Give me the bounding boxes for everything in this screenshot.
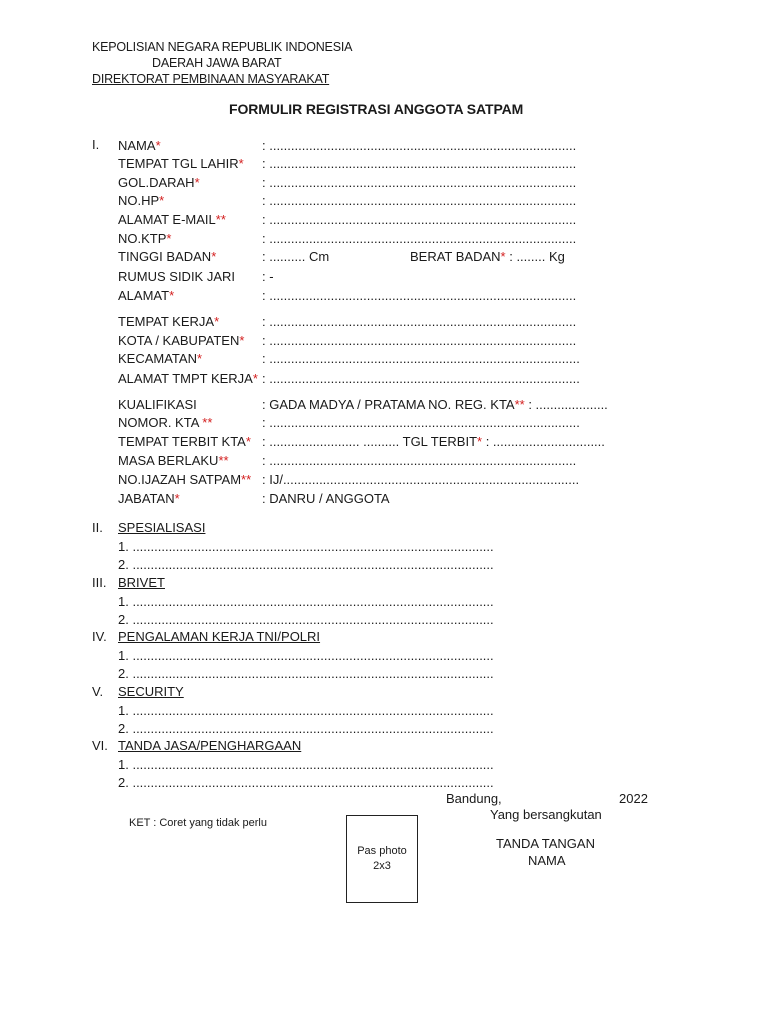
section-title: BRIVET	[118, 575, 165, 590]
section-title: PENGALAMAN KERJA TNI/POLRI	[118, 629, 321, 644]
signature-name-label: NAMA	[528, 853, 566, 868]
section-number: I.	[92, 137, 100, 152]
field-label-text: KECAMATAN	[118, 351, 197, 366]
required-mark: *	[174, 491, 180, 506]
header-institution: KEPOLISIAN NEGARA REPUBLIK INDONESIA	[92, 40, 353, 54]
entry-line[interactable]: 2. ....................................................................................................	[118, 666, 494, 681]
field-value-gol-darah[interactable]	[262, 174, 576, 192]
field-label-tempat-terbit-kta	[118, 433, 251, 451]
field-label-tempat-tgl-lahir	[118, 155, 244, 173]
required-mark: *	[159, 193, 165, 208]
field-value-no-ijazah-satpam[interactable]	[262, 471, 579, 489]
field-label-text: MASA BERLAKU	[118, 453, 219, 468]
signature-city: Bandung,	[446, 791, 502, 806]
field-label-kualifikasi	[118, 396, 197, 414]
field-label-tinggi-badan	[118, 248, 216, 266]
field-label-kecamatan	[118, 350, 202, 368]
field-value-kualifikasi[interactable]	[262, 396, 608, 414]
required-mark: *	[169, 288, 175, 303]
required-mark: **	[514, 397, 525, 412]
required-mark: **	[202, 415, 213, 430]
section-number: II.	[92, 520, 103, 535]
field-label-nomor-kta	[118, 414, 212, 432]
required-mark: *	[238, 156, 244, 171]
field-label-text: ALAMAT E-MAIL	[118, 212, 216, 227]
field-label-alamat-email	[118, 211, 226, 229]
required-mark: *	[239, 333, 245, 348]
required-mark: **	[215, 212, 226, 227]
field-label-text: NAMA	[118, 138, 156, 153]
field-value-text: : ......................................................................................	[262, 371, 580, 386]
required-mark: *	[196, 351, 203, 366]
field-label-text: TEMPAT KERJA	[118, 314, 215, 329]
entry-line[interactable]: 2. ....................................................................................................	[118, 775, 494, 790]
field-label-text: RUMUS SIDIK JARI	[118, 269, 236, 284]
field-label-nama	[118, 137, 161, 155]
photo-size: 2x3	[373, 860, 391, 872]
required-mark: *	[500, 249, 506, 264]
field-label-text: KUALIFIKASI	[118, 397, 197, 412]
berat-badan-label: BERAT BADAN	[410, 249, 501, 264]
berat-badan-field	[410, 248, 565, 266]
field-value-alamat-email[interactable]	[262, 211, 576, 229]
field-value-text: : .....................................................................................	[262, 156, 577, 171]
field-label-alamat-tmpt-kerja	[118, 370, 258, 388]
field-label-text: KOTA / KABUPATEN	[118, 333, 240, 348]
required-mark: *	[252, 371, 258, 386]
required-mark: *	[214, 314, 220, 329]
field-label-jabatan	[118, 490, 180, 508]
field-value-text: : .....................................................................................	[262, 193, 577, 208]
field-value-text: : ......................... .......... TGL TERBIT	[262, 434, 478, 449]
entry-line[interactable]: 2. ....................................................................................................	[118, 612, 494, 627]
field-value-text: : .....................................................................................	[262, 231, 577, 246]
required-mark: *	[477, 434, 483, 449]
section-number: V.	[92, 684, 104, 699]
required-mark: *	[211, 249, 217, 264]
field-value-text: : .......... Cm	[262, 249, 330, 264]
field-label-text: GOL.DARAH	[118, 175, 195, 190]
field-value-tempat-tgl-lahir[interactable]	[262, 155, 576, 173]
signature-yang-bersangkutan: Yang bersangkutan	[490, 807, 602, 822]
field-label-no-ktp	[118, 230, 171, 248]
field-value-text: : -	[262, 269, 274, 284]
field-label-text: JABATAN	[118, 491, 175, 506]
field-value-kota-kabupaten[interactable]	[262, 332, 576, 350]
field-value-no-ktp[interactable]	[262, 230, 576, 248]
field-value-text: : .....................................................................................	[262, 453, 577, 468]
field-value-text: : GADA MADYA / PRATAMA NO. REG. KTA	[262, 397, 515, 412]
section-title: SECURITY	[118, 684, 184, 699]
field-value-text: : .....................................................................................	[262, 138, 577, 153]
entry-line[interactable]: 1. ....................................................................................................	[118, 757, 494, 772]
field-value-nomor-kta[interactable]	[262, 414, 580, 432]
field-value-jabatan[interactable]	[262, 490, 390, 508]
field-label-masa-berlaku	[118, 452, 229, 470]
field-label-tempat-kerja	[118, 313, 219, 331]
field-label-rumus-sidik-jari	[118, 268, 235, 286]
field-value-alamat-tmpt-kerja[interactable]	[262, 370, 580, 388]
field-value-masa-berlaku[interactable]	[262, 452, 576, 470]
entry-line[interactable]: 2. ....................................................................................................	[118, 557, 494, 572]
field-value-tinggi-badan[interactable]	[262, 248, 329, 266]
note-text: KET : Coret yang tidak perlu	[129, 817, 267, 829]
section-number: IV.	[92, 629, 107, 644]
section-number: VI.	[92, 738, 108, 753]
photo-label: Pas photo	[357, 845, 407, 857]
field-value-alamat[interactable]	[262, 287, 576, 305]
required-mark: **	[218, 453, 229, 468]
field-value-text: : ......................................................................................	[262, 415, 580, 430]
header-directorate: DIREKTORAT PEMBINAAN MASYARAKAT	[92, 72, 330, 86]
field-value-text: : DANRU / ANGGOTA	[262, 491, 390, 506]
form-title: FORMULIR REGISTRASI ANGGOTA SATPAM	[229, 101, 524, 117]
field-label-no-ijazah-satpam	[118, 471, 251, 489]
tgl-terbit-value[interactable]: : ...............................	[482, 434, 605, 449]
field-value-tempat-terbit-kta[interactable]	[262, 433, 605, 451]
photo-box	[346, 815, 418, 903]
entry-line[interactable]: 1. ....................................................................................................	[118, 594, 494, 609]
field-value-text: : .....................................................................................	[262, 314, 577, 329]
entry-line[interactable]: 2. ....................................................................................................	[118, 721, 494, 736]
field-value-text: : .....................................................................................	[262, 175, 577, 190]
field-value-rumus-sidik-jari[interactable]	[262, 268, 274, 286]
field-label-text: NO.KTP	[118, 231, 167, 246]
field-label-text: NO.HP	[118, 193, 160, 208]
field-value-tempat-kerja[interactable]	[262, 313, 576, 331]
field-label-text: NO.IJAZAH SATPAM	[118, 472, 242, 487]
berat-badan-value[interactable]: : ........ Kg	[505, 249, 565, 264]
required-mark: **	[241, 472, 252, 487]
field-value-text: : IJ/..................................................................................	[262, 472, 580, 487]
field-value-text: : .....................................................................................	[262, 333, 577, 348]
field-label-text: TEMPAT TERBIT KTA	[118, 434, 246, 449]
required-mark: *	[245, 434, 251, 449]
field-label-text: NOMOR. KTA	[118, 415, 203, 430]
field-label-text: ALAMAT TMPT KERJA	[118, 371, 253, 386]
section-title: TANDA JASA/PENGHARGAAN	[118, 738, 302, 753]
entry-line[interactable]: 1. ....................................................................................................	[118, 648, 494, 663]
field-label-text: ALAMAT	[118, 288, 170, 303]
section-number: III.	[92, 575, 107, 590]
entry-line[interactable]: 1. ....................................................................................................	[118, 539, 494, 554]
section-title: SPESIALISASI	[118, 520, 206, 535]
field-label-alamat	[118, 287, 174, 305]
field-value-no-hp[interactable]	[262, 192, 576, 210]
field-value-text: : .....................................................................................	[262, 288, 577, 303]
field-label-kota-kabupaten	[118, 332, 244, 350]
header-region: DAERAH JAWA BARAT	[152, 56, 282, 70]
field-value-text: : ......................................................................................	[262, 351, 580, 366]
field-label-gol-darah	[118, 174, 200, 192]
field-label-text: TEMPAT TGL LAHIR	[118, 156, 239, 171]
field-label-text: TINGGI BADAN	[118, 249, 212, 264]
signature-year: 2022	[619, 791, 648, 806]
field-value-text: : .....................................................................................	[262, 212, 577, 227]
field-label-no-hp	[118, 192, 164, 210]
required-mark: *	[166, 231, 172, 246]
field-value-nama[interactable]	[262, 137, 576, 155]
field-value-kecamatan[interactable]	[262, 350, 580, 368]
entry-line[interactable]: 1. ....................................................................................................	[118, 703, 494, 718]
signature-label: TANDA TANGAN	[496, 836, 595, 851]
reg-kta-value[interactable]: : ....................	[524, 397, 608, 412]
required-mark: *	[155, 138, 161, 153]
required-mark: *	[194, 175, 200, 190]
